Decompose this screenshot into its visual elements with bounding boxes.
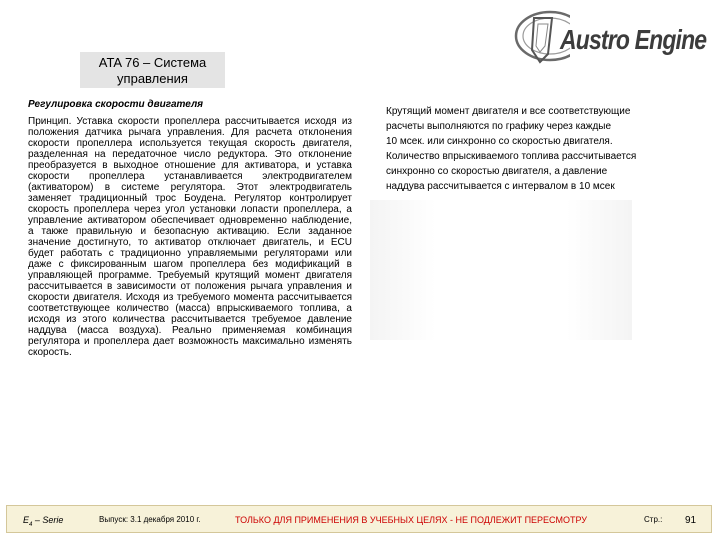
footer-series: [23, 515, 63, 528]
page-title-line2: управления: [117, 71, 188, 86]
austro-engine-logo: [510, 6, 710, 70]
footer-training-notice: ТОЛЬКО ДЛЯ ПРИМЕНЕНИЯ В УЧЕБНЫХ ЦЕЛЯХ - НЕ ПОДЛЕЖИТ ПЕРЕСМОТРУ: [235, 515, 587, 525]
section-heading: Регулировка скорости двигателя: [28, 99, 204, 110]
footer-series-sub: 4: [29, 521, 33, 528]
footer-issue-date: Выпуск: 3.1 декабря 2010 г.: [99, 515, 201, 524]
left-text-column: [28, 99, 352, 358]
right-text-column: Крутящий момент двигателя и все соответствующие расчеты выполняются по графику через каждые 10 мсек. или синхронно со скоростью двигателя. Количество впрыскиваемого топлива рассчитывается синхронно со скоростью двигателя, а давление наддува рассчитывается с интервалом в 10 мсек: [386, 106, 637, 192]
footer-series-suffix: – Serie: [32, 515, 64, 525]
page-title: [80, 52, 225, 88]
footer-series-prefix: E: [23, 515, 30, 525]
footer-page-label: Стр.:: [644, 515, 663, 524]
section-body: Принцип. Уставка скорости пропеллера рассчитывается исходя из положения датчика рычага управления. Для расчета отклонения скорости пропеллера используется текущая скорость двигателя, разделенная на передаточное число редуктора. Это отклонение преобразуется в выходное отношение для активатора, и уставка скорости пропеллера устанавливается электродвигателем (активатором) в системе регулятора. Этот электродвигатель заменяет традиционный трос Боудена. Регулятор контролирует скорость пропеллера через угол установки лопасти пропеллера, а управление активатором обеспечивает одновременно наблюдение, а также правильную и безопасную активацию. Если заданное значение достигнуто, то активатор отключает двигатель, и ECU будет работать с традиционно управляемыми регуляторами или даже с фиксированным шагом пропеллера без модификаций в управляющей программе. Требуемый крутящий момент двигателя рассчитывается в зависимости от положения рычага управления и скорости двигателя. Исходя из требуемого момента рассчитывается соответствующее количество (масса) впрыскиваемого топлива, а исходя из этого количества рассчитывается требуемое давление наддува (масса воздуха). Реально применяемая комбинация регулятора и пропеллера дает возможность максимально изменять скорость.: [28, 116, 352, 358]
image-placeholder: [370, 200, 632, 340]
footer-page-number: 91: [685, 515, 697, 526]
footer-bar: [6, 505, 712, 533]
logo-text: Austro Engine: [560, 24, 707, 55]
page-title-line1: ATA 76 – Система: [98, 55, 207, 70]
